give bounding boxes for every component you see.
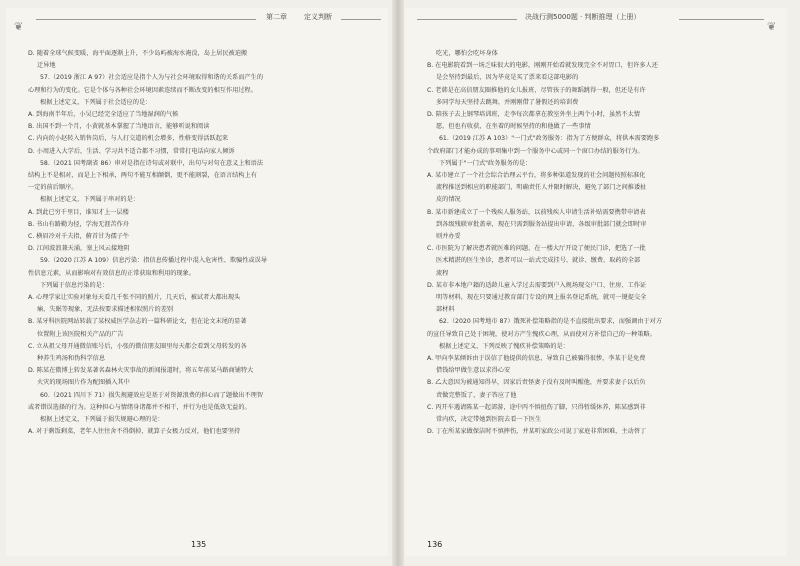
- corner-ornament-icon: ❦: [14, 20, 24, 33]
- text-line: B. 乙大意因为被通知得早，因家后责怪妻子没有及时叫醒他，并要求妻子以后负: [427, 379, 646, 387]
- text-line: C. 横眉冷对千夫指，俯首甘为孺子牛: [28, 233, 130, 241]
- text-line: A. 到海南半年后，小吴已经完全适应了当地湿润的气候: [28, 111, 179, 119]
- text-line: 则并办妥: [436, 233, 461, 241]
- text-line: 到各级残联审批盖章，现在只需到服务站提出申请，各级审批部门就会即时审: [436, 220, 647, 228]
- text-line: D. 丁在所某家做保洁时不慎摔伤，并某听家政公司说丁家庭非常困难，主动替丁: [427, 428, 647, 436]
- header-rule: [36, 19, 256, 20]
- text-line: 根据上述定义，下列属于串对的是：: [40, 196, 139, 204]
- left-page-header: [36, 12, 381, 26]
- text-line: D. 江间波浪兼天涌，塞上风云接地阴: [28, 245, 130, 253]
- page-number: 136: [427, 540, 443, 549]
- text-line: 下列属于"一门式"政务服务的是：: [439, 159, 532, 167]
- text-line: A. 甲向李某倾诉由于误信了他提供的信息，导致自己被骗得很惨，李某于是免费: [427, 355, 646, 363]
- text-line: 部材料: [436, 306, 455, 314]
- left-page-text: [28, 48, 374, 439]
- text-line: 火灾的现场图片作为配图插入其中: [37, 379, 130, 387]
- text-line: 61.（2019 江苏 A 103）"一门式"政务服务：指为了方便群众，将供本需要跑多: [439, 135, 660, 143]
- text-line: 皮的情况: [436, 196, 461, 204]
- text-line: B. 某市新建成立了一个残疾人服务站，以前残疾人申请生活补贴需要携带申请表: [427, 208, 646, 216]
- text-line: 性信息元素，从而影响对有效信息的正常获取和利用的现象。: [28, 269, 196, 277]
- corner-ornament-icon: ❦: [767, 20, 777, 33]
- text-line: 借钱给甲做生意以求得心安: [436, 367, 511, 375]
- text-line: 迁异地: [37, 62, 56, 70]
- text-line: C. 老韩是在高信朋友圈推他的女儿报班，尽管孩子的舞蹈跳得一般，但还是有许: [427, 86, 646, 94]
- text-line: 个政府部门才能办成的事项集中到一个服务中心或同一个窗口办结的服务行为。: [427, 147, 644, 155]
- text-line: 58.（2021 国考副省 86）串对是指在诗句或对联中，出句与对句在意义上和语法: [40, 159, 264, 167]
- text-line: A. 某市建立了一个社会综合治理云平台，将多种渠道发现的社会问题按照标准化: [427, 172, 646, 180]
- text-line: D. 陈某在微博上转发某著名森林火灾事故的新闻报道时，将五年前某马路商铺特大: [28, 367, 254, 375]
- text-line: 种养生鸡汤和伪科学信息: [37, 355, 106, 363]
- header-rule: [679, 19, 764, 20]
- text-line: 57.（2019 浙江 A 97）社会适应是指个人为与社会环境取得和谐的关系而产生的: [40, 74, 264, 82]
- text-line: 一定的前后顺序。: [28, 184, 78, 192]
- text-line: 根据上述定义，下列属于损失规避心理的是：: [40, 416, 164, 424]
- text-line: B. 某牙科医院网站转载了某权威医学杂志的一篇科研论文，但在论文末尾的显著: [28, 318, 247, 326]
- text-line: 吃光，哪怕会吃坏身体: [436, 50, 498, 57]
- text-line: 责做完整饭了，妻子答应了他: [436, 391, 517, 399]
- text-line: B. 出国不到一个月，小黄就基本掌握了当地语言，能够听说和阅读: [28, 123, 210, 131]
- text-line: C. 内向的小赵转入销售岗后，与人打交道的机会增多，性格变得活跃起来: [28, 135, 229, 143]
- right-page-header: [417, 12, 762, 26]
- text-line: 明等材料，现在只要通过教育部门专设的网上报名登记系统，就可一键提交全: [436, 294, 647, 302]
- text-line: 流程推送到相应的职能部门，明确责任人并限时解决，避免了部门之间推诿扯: [436, 184, 647, 192]
- text-line: B. 在电影院看到一场乏味很大的电影，刚刚开始看就发现完全不对胃口，但许多人还: [427, 62, 658, 70]
- text-line: 59.（2020 江苏 A 109）信息污染：指信息传播过程中混入危害性、欺骗性或误导: [40, 257, 267, 265]
- text-line: 的宣任导致自己处于困境，使对方产生愧疚心理，从而使对方补偿自己的一种策略。: [427, 330, 656, 338]
- left-page: [6, 8, 388, 556]
- text-line: C. 立从祖父母开通微信账号后，小张的微信朋友圈里每天都会看到父母转发的各: [28, 342, 247, 350]
- text-line: 或者错误选择的行为。这种担心与情绪身诸都并不相干，并行为也是低效无益的。: [28, 403, 251, 411]
- right-page: [405, 8, 787, 556]
- right-page-text: [427, 48, 773, 439]
- header-rule: [417, 19, 517, 20]
- text-line: 流程: [436, 269, 449, 277]
- text-line: A. 心理学家让实验对象每天看几千张不同的照片，几天后，被试者大都出现头: [28, 294, 241, 302]
- text-line: 愿，但也有收获，在坐着的时候坚持的和他做了一些事情: [436, 123, 591, 131]
- text-line: 根据上述定义，下列反映了愧疚补偿策略的是：: [439, 342, 569, 350]
- text-line: 62.（2020 国考地市 87）饿死补偿策略指的是不直接批出要求，而强调由于对方: [439, 318, 663, 326]
- text-line: D. 小周进入大学后，生活、学习共不适合都不习惯，常常打电话向家人倾诉: [28, 147, 235, 155]
- text-line: C. 市医院为了解决患者就医难的问题，在一楼大厅开设了便民门诊，把选了一批: [427, 245, 646, 253]
- text-line: 下列属于信息污染的是：: [40, 281, 109, 289]
- header-rule: [341, 19, 381, 20]
- text-line: A. 到此已穷千里目，谁知才上一层楼: [28, 208, 129, 216]
- section-label: 定义判断: [304, 13, 332, 21]
- text-line: 心理和行为的变化。它是个体与各种社会环境因素连续而不断改变的相互作用过程。: [28, 86, 257, 94]
- text-line: 60.（2021 四川下 71）损失规避效应是基于对资源浪费的担心而了题做出不理智: [40, 391, 264, 399]
- text-line: D. 陪孩子去上钢琴培训班，走李每次都拿在教室外坐上两个小时，虽然不太情: [427, 111, 640, 119]
- text-line: 常内疚，决定带她到医院去看一下医生: [436, 416, 542, 424]
- text-line: 结构上不是相对，而是上下相承，两句不能互相颠倒，更不能割裂，在语言结构上有: [28, 172, 257, 180]
- book-gutter: [392, 0, 404, 566]
- text-line: 痛、失眠等现象，无法按要求描述相似照片的差别: [37, 306, 174, 314]
- page-number: 135: [191, 540, 207, 549]
- text-line: A. 对于剩饭剩菜，老年人往往舍不得倒掉，就算子女极力反对，他们也要坚持: [28, 428, 241, 436]
- text-line: 位置附上该医院相关产品的广告: [37, 330, 124, 338]
- text-line: C. 丙开车遇请陈某一起郊游，途中丙不慎扭伤了脚，只得暂缓休养，陈某感到非: [427, 403, 646, 411]
- text-line: 医术精湛的医生坐诊，患者可以一站式完成挂号、就诊、缴费、取药的全部: [436, 257, 641, 265]
- text-line: D. 某市非本地户籍的适龄儿童入学过去需要到户入规场现交户口、住房、工作证: [427, 281, 647, 289]
- text-line: 是会坚持到最后，因为毕竟是买了票来看这部电影的: [436, 74, 579, 82]
- text-line: D. 随着全球气候变暖，海平面逐渐上升，不少岛屿被海水淹没，岛上居民被迫搬: [28, 50, 248, 57]
- text-line: B. 书山有路勤为径，学海无涯苦作舟: [28, 220, 129, 228]
- text-line: 根据上述定义，下列属于社会适应的是：: [40, 98, 152, 106]
- chapter-label: 第二章: [266, 13, 287, 21]
- book-title: 决战行测5000题 · 判断推理（上册）: [525, 13, 641, 21]
- text-line: 多同学每天坚持去跳舞，并刚刚借了暑假还的培训费: [436, 98, 579, 106]
